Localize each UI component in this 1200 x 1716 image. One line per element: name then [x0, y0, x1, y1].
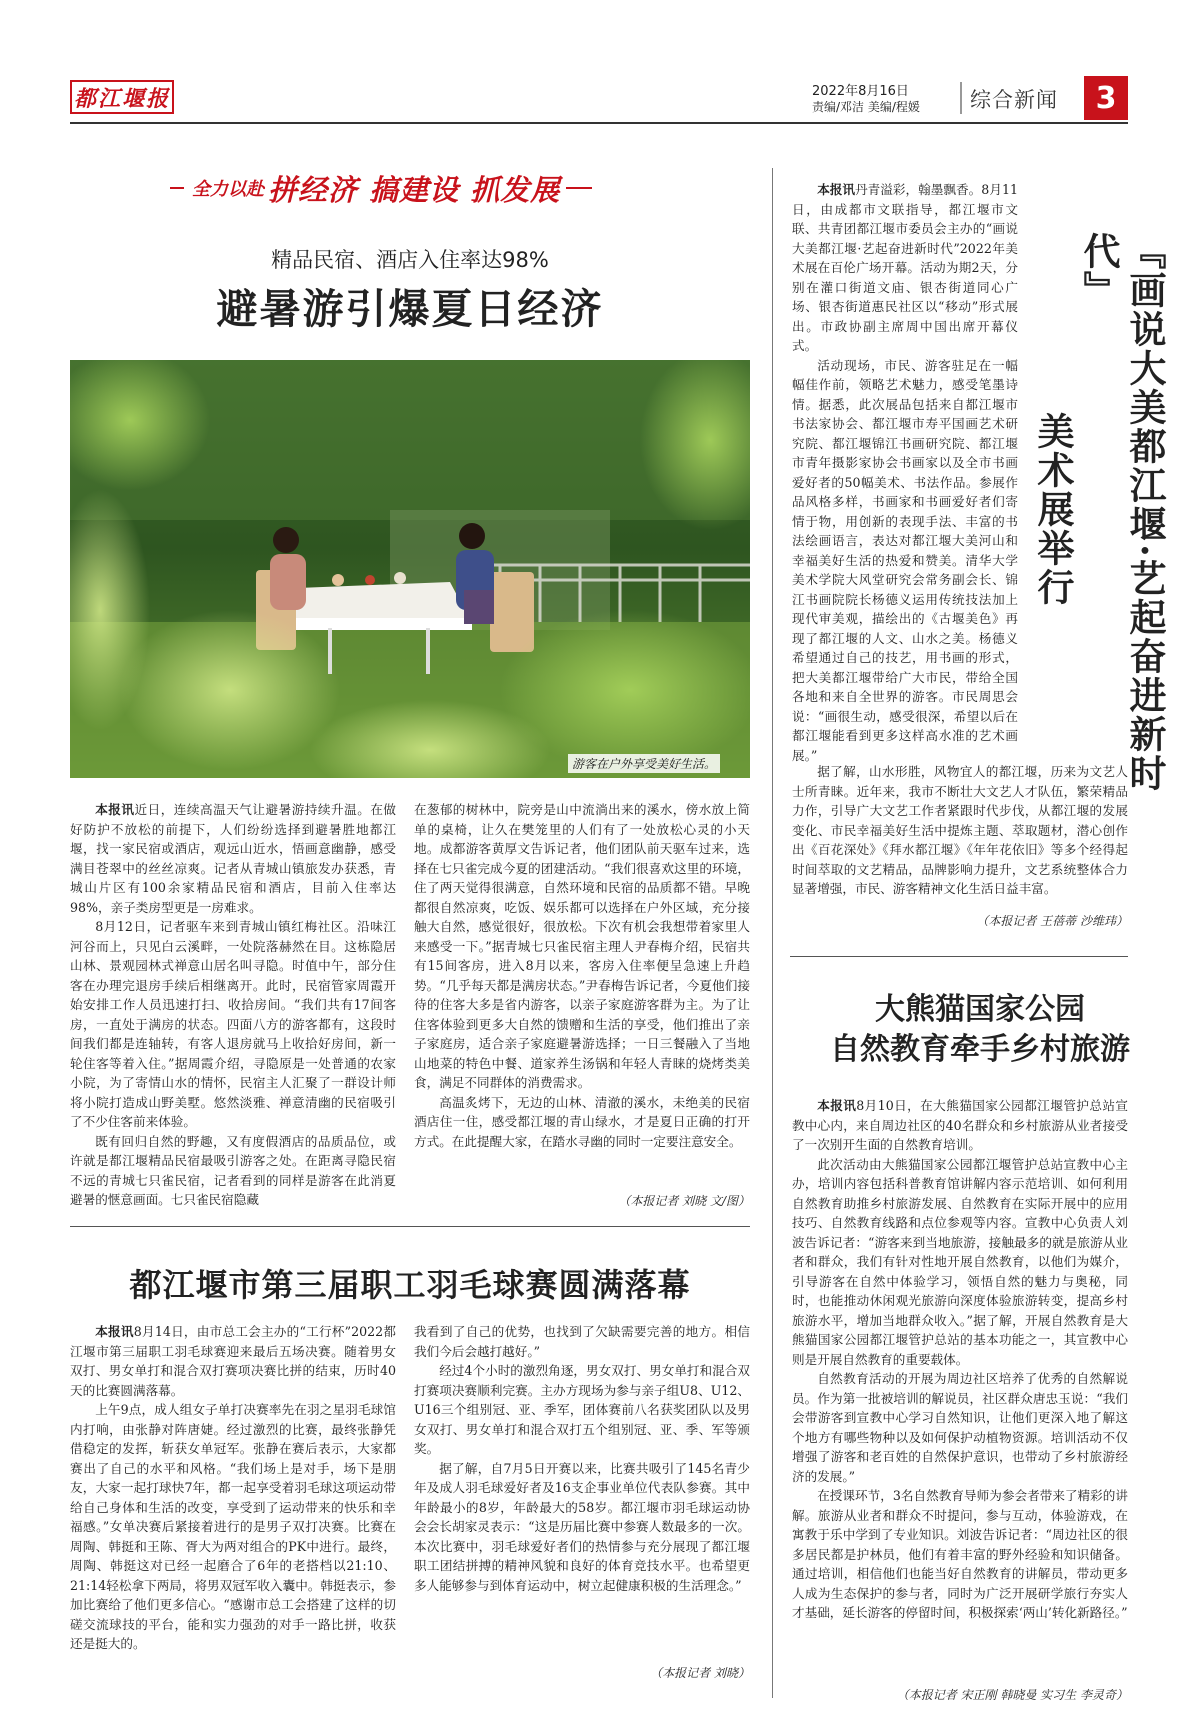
campaign-banner [170, 168, 610, 208]
page-number: 3 [1084, 76, 1128, 120]
article1-paragraph: 既有回归自然的野趣，又有度假酒店的品质品位，或许就是都江堰精品民宿最吸引游客之处。在距离寻隐民宿不远的青城七只雀民宿，记者看到的同样是游客在此消夏避暑的惬意画面。七只雀民宿隐藏 [70, 1133, 396, 1207]
article3-paragraph: 我看到了自己的优势，也找到了欠缺需要完善的地方。相信我们今后会越打越好。” [414, 1324, 750, 1359]
header-rule [70, 122, 1128, 124]
article4-byline: （本报记者 宋正刚 韩晓曼 实习生 李灵奇） [896, 1688, 1128, 1702]
article1-column1 [70, 800, 396, 1210]
article1-paragraph: 在葱郁的树林中，院旁是山中流淌出来的溪水，傍水放上简单的桌椅，让久在樊笼里的人们有了一处放松心灵的小天地。成都游客黄厚文告诉记者，他们团队前天驱车过来，选择在七只雀完成今夏的团建活动。“我们很喜欢这里的环境，住了两天觉得很满意，自然环境和民宿的品质都不错。早晚都很自然凉爽，吃饭、娱乐都可以选择在户外区域，充分接触大自然，感觉很好，很放松。下次有机会我想带着家里人来感受一下。”据青城七只雀民宿主理人尹春梅介绍，民宿共有15间客房，进入8月以来，客房入住率便呈急速上升趋势。“几乎每天都是满房状态。”尹春梅告诉记者，今夏他们接待的住客大多是省内游客，以亲子家庭游客群为主。为了让住客体验到更多大自然的馈赠和生活的享受，他们推出了亲子家庭房，适合亲子家庭避暑游选择；一日三餐融入了当地山地菜的特色中餐、道家养生汤锅和年轻人青睐的烧烤类美食，满足不同群体的消费需求。 [414, 802, 750, 1090]
issue-date: 2022年8月16日 [812, 84, 909, 99]
article2-paragraph: 活动现场，市民、游客驻足在一幅幅佳作前，领略艺术魅力，感受笔墨诗情。据悉，此次展品包括来自都江堰市书法家协会、都江堰市寿平国画艺术研究院、都江堰锦江书画研究院、都江堰市青年摄影家协会书画家以及全市书画爱好者的50幅美术、书法作品。参展作品风格多样，书画家和书画爱好者们寄情于物，用创新的表现手法、丰富的书法绘画语言，表达对都江堰大美河山和幸福美好生活的热爱和赞美。清华大学美术学院大风堂研究会常务副会长、锦江书画院院长杨德义运用传统技法加上现代审美观，描绘出的《古堰美色》再现了都江堰的人文、山水之美。杨德义希望通过自己的技艺，用书画的形式，把大美都江堰带给广大市民，带给全国各地和来自全世界的游客。市民周思会说：“画很生动，感受很深，希望以后在都江堰能看到更多这样高水准的艺术画展。” [792, 357, 1018, 763]
article1-paragraph: 高温炙烤下，无边的山林、清澈的溪水，未绝美的民宿酒店住一住，感受都江堰的青山绿水，才是夏日正确的打开方式。在此提醒大家，在踏水寻幽的同时一定要注意安全。 [414, 1094, 750, 1149]
article3-column2 [414, 1322, 750, 1595]
section-divider [790, 956, 1128, 957]
article3-column1 [70, 1322, 396, 1654]
banner-rule-left [170, 187, 184, 189]
article1-paragraph: 近日，连续高温天气让避暑游持续升温。在做好防护不放松的前提下，人们纷纷选择到避暑胜地都江堰，找一家民宿或酒店，观远山近水，悟画意幽静，感受满目苍翠中的丝丝凉爽。记者从青城山镇旅发办获悉，青城山片区有100余家精品民宿和酒店，目前入住率达98%，亲子类房型更是一房难求。 [70, 802, 397, 915]
newspaper-logo: 都江堰报 [70, 80, 174, 114]
article4-headline-line1: 大熊猫国家公园 [875, 992, 1085, 1027]
article1-byline: （本报记者 刘晓 文/图） [618, 1194, 750, 1208]
column-divider [772, 168, 773, 1698]
article3-byline: （本报记者 刘晓） [650, 1666, 750, 1680]
article4-paragraph: 此次活动由大熊猫国家公园都江堰管护总站宣教中心主办，培训内容包括科普教育馆讲解内容示范培训、如何利用自然教育助推乡村旅游发展、自然教育在实际开展中的应用技巧、自然教育线路和点位参观等内容。宣教中心负责人刘波告诉记者：“游客来到当地旅游，接触最多的就是旅游从业者和群众，我们有针对性地开展自然教育，以他们为媒介，引导游客在自然中体验学习，领悟自然的魅力与奥秘，同时，也能推动休闲观光旅游向深度体验旅游转变，提高乡村旅游水平，增加当地群众收入。”据了解，开展自然教育是大熊猫国家公园都江堰管护总站的基本功能之一，其宣教中心则是开展自然教育的重要载体。 [792, 1156, 1128, 1367]
article2-paragraph: 丹青溢彩，翰墨飘香。8月11日，由成都市文联指导，都江堰市文联、共青团都江堰市委员会主办的“画说大美都江堰·艺起奋进新时代”2022年美术展在百伦广场开幕。活动为期2天，分别在灌口街道文庙、银杏街道同心广场、银杏街道惠民社区以“移动”形式展出。市政协副主席周中国出席开幕仪式。 [792, 182, 1018, 353]
banner-rule-right [566, 187, 592, 189]
article1-headline: 避暑游引爆夏日经济 [216, 285, 604, 333]
article3-paragraph: 据了解，自7月5日开赛以来，比赛共吸引了145名青少年及成人羽毛球爱好者及16支企事业单位代表队参赛。其中年龄最小的8岁，年龄最大的58岁。都江堰市羽毛球运动协会会长胡家灵表示：“这是历届比赛中参赛人数最多的一次。本次比赛中，羽毛球爱好者们的热情参与充分展现了都江堰职工团结拼搏的精神风貌和良好的体育竞技水平。也希望更多人能够参与到体育运动中，树立起健康积极的生活理念。” [414, 1460, 750, 1593]
section-divider [70, 1226, 750, 1227]
article4-headline [790, 990, 1170, 1070]
garden-tea-photo [70, 360, 750, 778]
article4-paragraph: 8月10日，在大熊猫国家公园都江堰管护总站宣教中心内，来自周边社区的40名群众和乡村旅游从业者接受了一次别开生面的自然教育培训。 [792, 1098, 1128, 1152]
section-name: 综合新闻 [970, 88, 1058, 112]
article4-paragraph: 在授课环节，3名自然教育导师为参会者带来了精彩的讲解。旅游从业者和群众不时提问，参与互动，体验游戏，在寓教于乐中学到了专业知识。刘波告诉记者：“周边社区的很多居民都是护林员，他们有着丰富的野外经验和知识储备。通过培训，相信他们也能当好自然教育的讲解员，带动更多人成为生态保护的参与者，同时为广泛开展研学旅行夯实人才基础，延长游客的停留时间，积极探索‘两山’转化新路径。” [792, 1488, 1128, 1620]
article3-paragraph: 8月14日，由市总工会主办的“工行杯”2022都江堰市第三届职工羽毛球赛迎来最后五场决赛。随着男女双打、男女单打和混合双打赛项决赛比拼的结束，历时40天的比赛圆满落幕。 [70, 1324, 397, 1398]
editors-credit: 责编/邓洁 美编/程媛 [812, 100, 920, 114]
article1-subtitle: 精品民宿、酒店入住率达98% [271, 248, 549, 272]
article2-body-narrow [792, 180, 1018, 765]
article1-photo [70, 360, 750, 778]
article2-paragraph: 据了解，山水形胜，风物宜人的都江堰，历来为文艺人士所青睐。近年来，我市不断壮大文艺人才队伍，繁荣精品力作，引导广大文艺工作者紧跟时代步伐，从都江堰的发展变化、市民幸福美好生活中提炼主题、萃取题材，潜心创作出《百花深处》《拜水都江堰》《年年花依旧》等多个经得起时间萃取的文艺精品，品牌影响力提升，文艺系统整体合力显著增强，市民、游客精神文化生活日益丰富。 [792, 764, 1128, 896]
article1-paragraph: 8月12日，记者驱车来到青城山镇红梅社区。沿味江河谷而上，只见白云溪畔，一处院落赫然在目。这栋隐居山林、景观园林式禅意山居名叫寻隐。时值中午，部分住客在办理完退房手续后相继离开。此时，民宿管家周霞开始安排工作人员迅速打扫、收拾房间。“我们共有17间客房，一直处于满房的状态。四面八方的游客都有，这段时间我们都是连轴转，有客人退房就马上收拾好房间，新一轮住客等着入住。”据周霞介绍，寻隐原是一处普通的农家小院，为了寄情山水的情怀，民宿主人汇聚了一群设计师将小院打造成山野美墅。悠然淡雅、禅意清幽的民宿吸引了不少住客前来体验。 [70, 919, 396, 1129]
article4-column [792, 1096, 1128, 1623]
article3-lead: 本报讯 [95, 1324, 134, 1339]
banner-slogan-small: 全力以赴 [192, 179, 264, 200]
article4-paragraph: 自然教育活动的开展为周边社区培养了优秀的自然解说员。作为第一批被培训的解说员，社区群众唐忠玉说：“我们会带游客到宣教中心学习自然知识，让他们更深入地了解这个地方有哪些物种以及如何保护动植物资源。培训活动不仅增强了游客和老百姓的自然保护意识，也带动了乡村旅游经济的发展。” [792, 1371, 1128, 1484]
photo-caption: 游客在户外享受美好生活。 [568, 754, 720, 773]
article1-column2 [414, 800, 750, 1151]
article1-lead: 本报讯 [95, 802, 135, 817]
article3-headline: 都江堰市第三届职工羽毛球赛圆满落幕 [129, 1266, 691, 1304]
article4-lead: 本报讯 [817, 1098, 857, 1113]
article3-paragraph: 经过4个小时的激烈角逐，男女双打、男女单打和混合双打赛项决赛顺利完赛。主办方现场为参与亲子组U8、U12、U16三个组别冠、亚、季军，团体赛前八名获奖团队以及男女双打、男女单打和混合双打五个组别冠、亚、季、军等颁奖。 [414, 1363, 750, 1456]
banner-slogan-main: 拼经济 搞建设 抓发展 [268, 172, 561, 207]
article4-headline-line2: 自然教育牵手乡村旅游 [830, 1032, 1130, 1067]
header-separator [960, 82, 962, 114]
article2-lead: 本报讯 [817, 182, 856, 197]
article2-byline: （本报记者 王蓓蒂 沙维玮） [976, 914, 1128, 928]
article2-headline-line2: 美术展举行 [1031, 412, 1075, 607]
article3-paragraph: 上午9点，成人组女子单打决赛率先在羽之星羽毛球馆内打响，由张静对阵唐婕。经过激烈的比赛，最终张静凭借稳定的发挥，斩获女单冠军。张静在赛后表示，大家都赛出了自己的水平和风格。“我们场上是对手，场下是朋友，大家一起打球快7年，都一起享受着羽毛球这项运动带给自己身体和生活的改变，享受到了运动带来的快乐和幸福感。”女单决赛后紧接着进行的是男子双打决赛。比赛在周陶、韩挺和王陈、胥大为两对组合的PK中进行。最终，周陶、韩挺这对已经一起磨合了6年的老搭档以21:10、21:14轻松拿下两局，将男双冠军收入囊中。韩挺表示，参加比赛给了他们更多信心。“感谢市总工会搭建了这样的切磋交流球技的平台，能和实力强劲的对手一路比拼，收获还是挺大的。 [70, 1402, 396, 1651]
article2-headline-line1: 『画说大美都江堰·艺起奋进新时代』 [1077, 232, 1167, 793]
